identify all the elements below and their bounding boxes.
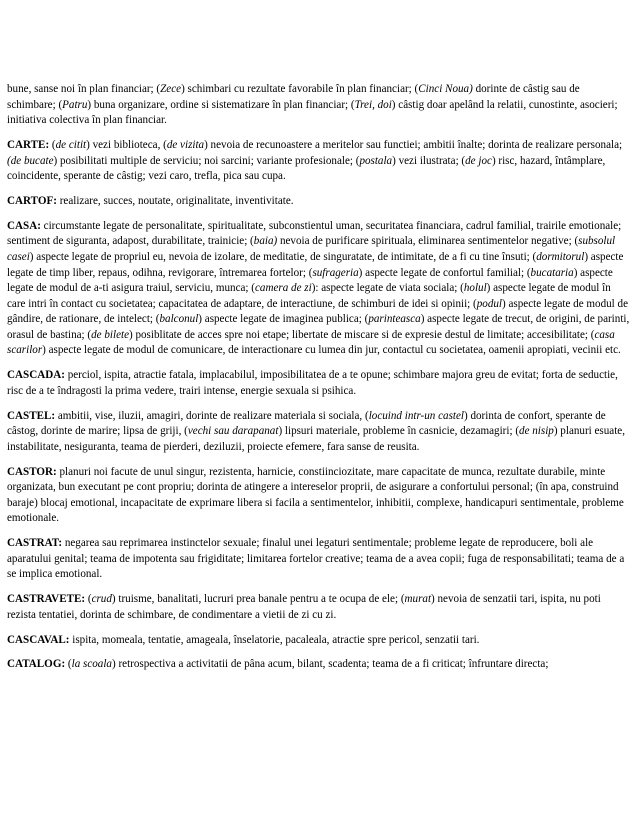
entry-qualifier: podul (476, 297, 503, 310)
entry-text: ) truisme, banalitati, lucruri prea banale pentru a te ocupa de ele; ( (111, 593, 405, 606)
entry-text: ) lipsuri materiale, probleme în casnicie, dezamagiri; ( (278, 425, 520, 438)
entry-qualifier: subsolul casei (7, 235, 616, 263)
entry-text: ( (85, 593, 92, 606)
entry-qualifier: Trei, doi (354, 98, 392, 111)
entry-headword: CASTOR: (7, 465, 57, 478)
entry-qualifier: la scoala (71, 658, 112, 671)
entry-qualifier: (de bucate (7, 154, 54, 167)
dictionary-entry (7, 465, 631, 527)
entry-text: ) dorinta de confort, sperante de câstog, dorinte de marire; lipsa de griji, ( (7, 409, 606, 438)
entry-text: ) nevoia de senzatii tari, ispita, nu poti rezista tentatiei, dorinta de schimbare, de condimentare a vietii de zi cu zi. (7, 593, 601, 621)
entry-qualifier: murat (404, 593, 432, 606)
entry-qualifier: crud (91, 593, 112, 606)
entry-headword: CARTOF: (7, 194, 57, 207)
entry-qualifier: bucataria (530, 266, 574, 279)
entry-text: ) retrospectiva a activitatii de pâna acum, bilant, scadenta; teama de a fi criticat; înfruntare directa; (111, 658, 549, 671)
entry-qualifier: vechi sau darapanat (187, 425, 279, 438)
entry-headword: CARTE: (7, 138, 50, 151)
entry-headword: CATALOG: (7, 658, 66, 671)
entry-text: ) aspecte legate de propriul eu, nevoia de izolare, de meditatie, de singuratate, de intimitate, de a fi cu tine însuti; ( (29, 250, 537, 263)
dictionary-entry (7, 409, 631, 456)
dictionary-entry (7, 536, 631, 583)
entry-text: circumstante legate de personalitate, spiritualitate, subconstientul uman, securitatea financiara, cadrul familial, trairile emotionale; sentiment de siguranta, adapost, durabilitate, trainicie; ( (7, 219, 622, 248)
entry-text: ) vezi biblioteca, ( (86, 138, 167, 151)
entry-text: ( (49, 138, 56, 151)
dictionary-entry (7, 194, 631, 210)
entry-text: ) aspecte legate de timp liber, repaus, odihna, revigorare, întremarea fortelor; ( (7, 250, 624, 279)
entry-text: ) aspecte legate de modul de comunicare, de interactionare cu lumea din jur, contactul cu societatea, oamenii apropiati, vecinii etc. (42, 344, 621, 357)
entry-headword: CASA: (7, 219, 41, 232)
entry-headword: CASCADA: (7, 369, 65, 382)
entry-qualifier: holul (463, 282, 487, 295)
entry-text: ambitii, vise, iluzii, amagiri, dorinte de realizare materiala si sociala, ( (55, 409, 369, 422)
entry-text: ) aspecte legate de modul de a-ti asigura traiul, serviciu, munca; ( (7, 266, 613, 295)
entry-text: ) posiblitate de acces spre noi etape; libertate de miscare si de expresie destul de limitate; accesibilitate; ( (129, 328, 595, 341)
entry-headword: CASCAVAL: (7, 633, 70, 646)
dictionary-entry (7, 219, 631, 359)
entry-text: ) buna organizare, ordine si sistematizare în plan financiar; ( (87, 98, 355, 111)
entry-text: ) aspecte legate de confortul familial; ( (358, 266, 531, 279)
entry-qualifier: de vizita (166, 138, 205, 151)
dictionary-entry (7, 633, 631, 649)
entry-qualifier: de joc (465, 154, 492, 167)
entry-text: planuri noi facute de unul singur, rezistenta, harnicie, constiinciozitate, mare capacitate de munca, rezultate durabile, minte organizata, bun executant pe cont propriu; dorinta de atingere a intereselor proprii, de asigurare a confortului personal; (în apa, construind baraje) blocaj emotional, incapacitate de exprimare libera si facila a sentimentelor, inhibitii, complexe, handicapuri sentimentale, probleme emotionale. (7, 465, 624, 525)
entry-qualifier: sufrageria (312, 266, 359, 279)
entry-qualifier: de citit (55, 138, 87, 151)
dictionary-entry (7, 592, 631, 623)
dictionary-entry (7, 138, 631, 185)
entry-qualifier: baia) (253, 235, 278, 248)
entry-text: perciol, ispita, atractie fatala, implacabilul, imposibilitatea de a te opune; schimbare majora greu de evitat; forta de seductie, risc de a te îndragosti la prima vedere, trairi intense, energie sexuala si psihica. (7, 369, 618, 397)
entry-qualifier: balconul (159, 313, 199, 326)
entry-text: ispita, momeala, tentatie, amageala, înselatorie, pacaleala, atractie spre pericol, senzatii tari. (69, 633, 480, 646)
entry-qualifier: dormitorul (536, 250, 585, 263)
entry-text: ) planuri esuate, instabilitate, nesiguranta, teama de pierderi, deziluzii, proiecte efemere, fara sanse de reusita. (7, 425, 625, 453)
entry-text: bune, sanse noi în plan financiar; ( (7, 83, 161, 95)
entry-text: ) aspecte legate de trecut, de origini, de parinti, orasul de bastina; ( (7, 313, 630, 341)
entry-text: ) posibilitati multiple de serviciu; noi sarcini; variante profesionale; ( (53, 154, 360, 167)
entry-text: negarea sau reprimarea instinctelor sexuale; finalul unei legaturi sentimentale; probleme legate de reproducere, boli ale aparatului genital; teama de impotenta sau frigiditate; limitarea fortelor creative; teama de a avea copii; fuga de responsabilitati; teama de a se implica emotional. (7, 537, 625, 581)
entry-qualifier: Cinci Noua) (418, 83, 473, 95)
entry-text: ) aspecte legate de modul de gândire, de rationare, de intelect; ( (7, 297, 628, 326)
dictionary-entry (7, 657, 631, 673)
entry-text: ): aspecte legate de viata sociala; ( (311, 282, 464, 295)
entry-text: ) vezi ilustrata; ( (392, 154, 466, 167)
dictionary-entry (7, 82, 631, 129)
entry-text: ) nevoia de recunoastere a meritelor sau functiei; ambitii înalte; dorinta de realizare personala; (204, 138, 623, 151)
entry-qualifier: parinteasca (368, 313, 421, 326)
entry-text: nevoia de purificare spirituala, eliminarea sentimentelor negative; ( (277, 235, 579, 248)
entry-text: ) câstig doar apelând la relatii, cunostinte, asocieri; initiativa colectiva în plan financiar. (7, 98, 618, 127)
entry-text: dorinte de câstig sau de schimbare; ( (7, 83, 580, 111)
entry-headword: CASTEL: (7, 409, 56, 422)
dictionary-entry (7, 368, 631, 399)
entry-text: ) risc, hazard, întâmplare, coincidente, sperante de câstig; vezi caro, trefla, pica sau cupa. (7, 154, 606, 183)
entry-qualifier: casa scarilor (7, 328, 615, 357)
entry-qualifier: Zece (160, 83, 182, 95)
entry-text: realizare, succes, noutate, originalitate, inventivitate. (56, 194, 294, 207)
entry-qualifier: locuind intr-un castel (368, 409, 464, 422)
document-page (7, 82, 631, 682)
entry-qualifier: postala (359, 154, 393, 167)
entry-text: ) aspecte legate de imaginea publica; ( (198, 313, 369, 326)
entry-headword: CASTRAVETE: (7, 593, 86, 606)
entry-text: ) schimbari cu rezultate favorabile în plan financiar; ( (181, 83, 419, 95)
entry-text: ( (65, 658, 72, 671)
entry-qualifier: de bilete (91, 328, 129, 341)
entry-text: ) aspecte legate de modul în care intri în contact cu societatea; capacitatea de adaptare, de interactiune, de schimburi de idei si opinii; ( (7, 282, 611, 310)
entry-qualifier: camera de zi (254, 282, 312, 295)
entry-headword: CASTRAT: (7, 537, 63, 550)
entry-qualifier: Patru (62, 98, 88, 111)
entry-qualifier: de nisip (519, 425, 554, 438)
